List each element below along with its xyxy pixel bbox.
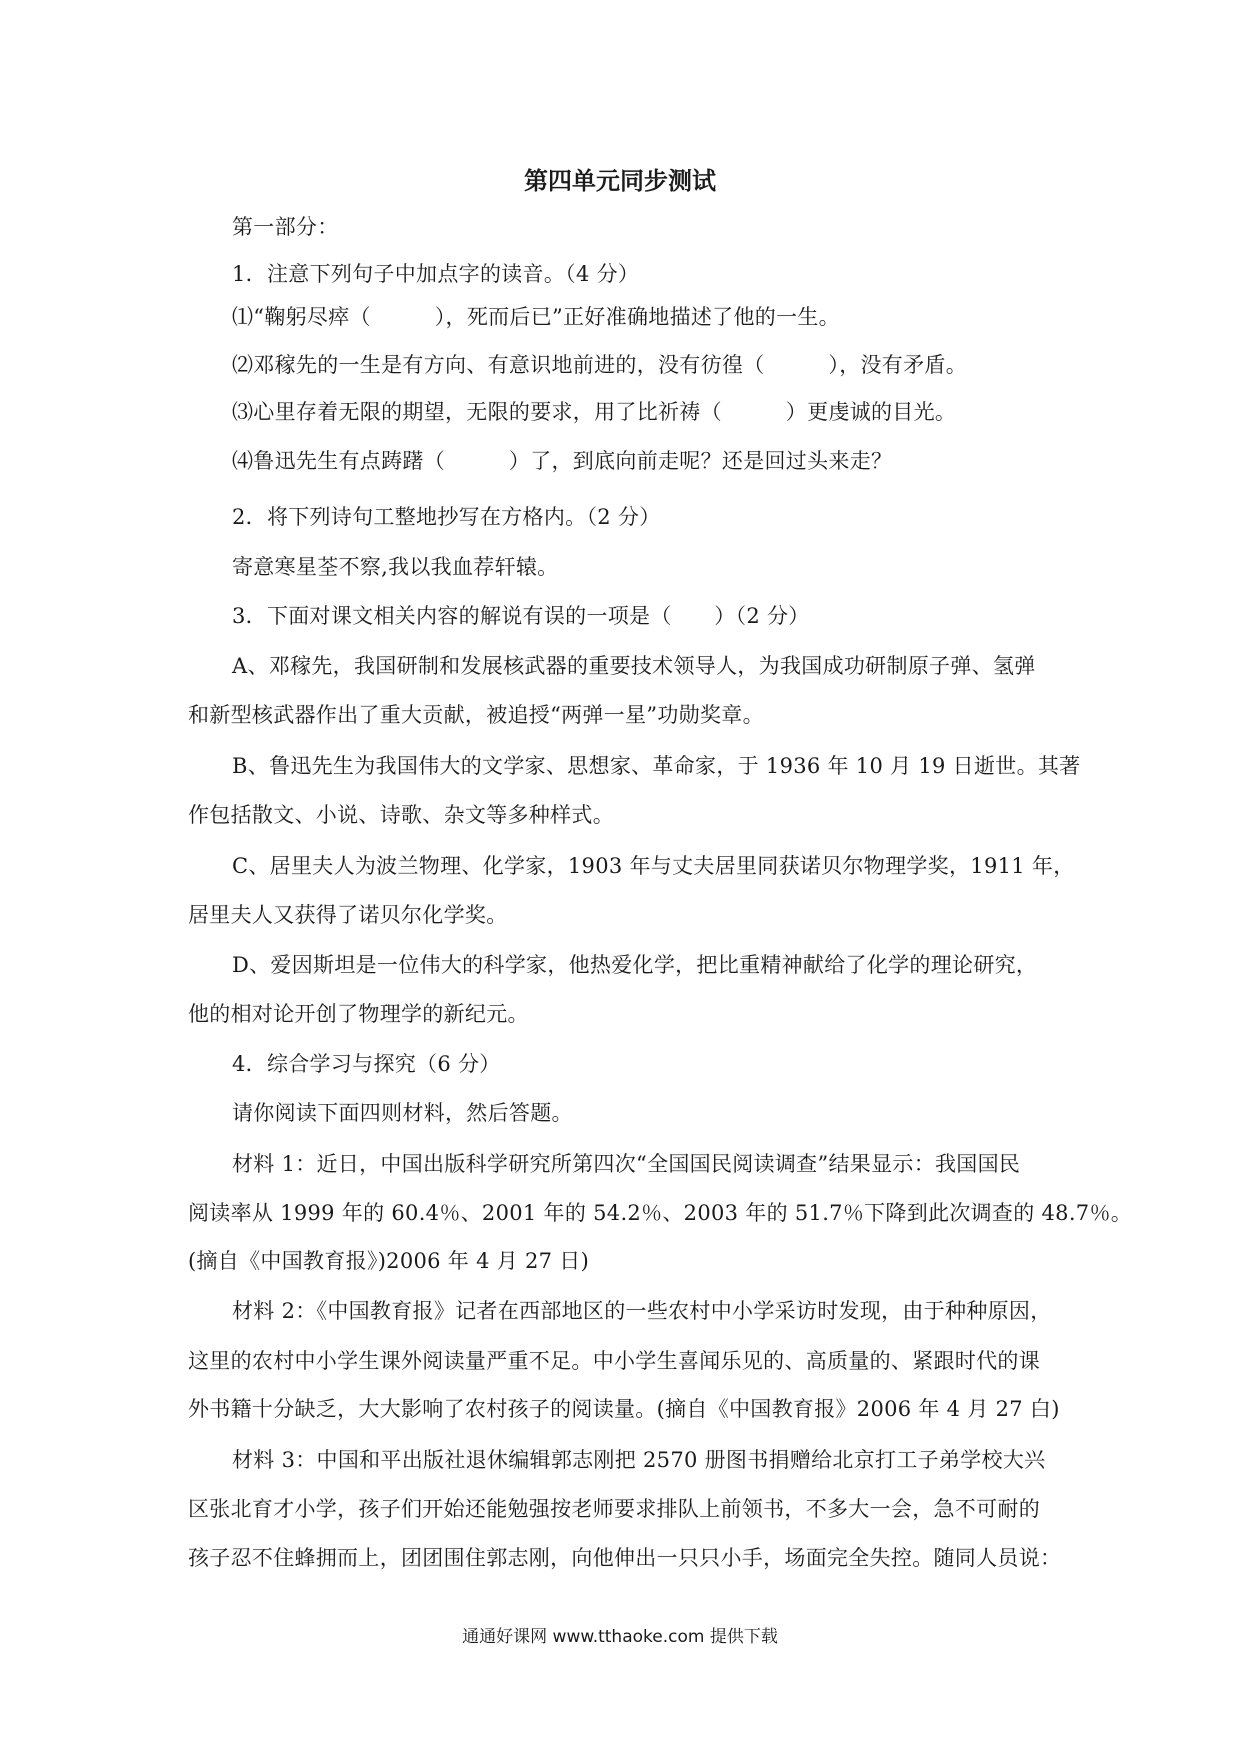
q3-option-c-line2: 居里夫人又获得了诺贝尔化学奖。 — [188, 903, 508, 927]
q3-option-d-line2: 他的相对论开创了物理学的新纪元。 — [188, 1002, 529, 1026]
q3-option-b-line1: B、鲁迅先生为我国伟大的文学家、思想家、革命家，于 1936 年 10 月 19 日逝世。其著 — [232, 754, 1081, 778]
q3-option-c-line1: C、居里夫人为波兰物理、化学家，1903 年与丈夫居里同获诺贝尔物理学奖，1911 年， — [232, 854, 1075, 878]
q4-heading: 4．综合学习与探究（6 分） — [232, 1052, 501, 1076]
q1-item-3: ⑶心里存着无限的期望，无限的要求，用了比祈祷（ ）更虔诚的目光。 — [232, 400, 957, 424]
material-2-line3: 外书籍十分缺乏，大大影响了农村孩子的阅读量。(摘自《中国教育报》2006 年 4 月 27 白) — [188, 1397, 1060, 1421]
material-2-line1: 材料 2：《中国教育报》记者在西部地区的一些农村中小学采访时发现，由于种种原因， — [232, 1299, 1052, 1323]
q3-heading: 3．下面对课文相关内容的解说有误的一项是（ ）（2 分） — [232, 604, 810, 628]
q1-item-2: ⑵邓稼先的一生是有方向、有意识地前进的，没有彷徨（ ），没有矛盾。 — [232, 353, 967, 377]
material-1-line1: 材料 1：近日，中国出版科学研究所第四次“全国国民阅读调查”结果显示：我国国民 — [232, 1152, 1021, 1176]
page-footer: 通通好课网 www.tthaoke.com 提供下载 — [462, 1627, 778, 1647]
q1-item-4: ⑷鲁迅先生有点踌躇（ ）了，到底向前走呢？还是回过头来走？ — [232, 449, 893, 473]
material-3-line1: 材料 3：中国和平出版社退休编辑郭志刚把 2570 册图书捐赠给北京打工子弟学校大兴 — [232, 1448, 1046, 1472]
q1-item-1: ⑴“鞠躬尽瘁（ ），死而后已”正好准确地描述了他的一生。 — [232, 305, 840, 329]
material-3-line2: 区张北育才小学，孩子们开始还能勉强按老师要求排队上前领书，不多大一会，急不可耐的 — [188, 1497, 1040, 1521]
q3-option-d-line1: D、爱因斯坦是一位伟大的科学家，他热爱化学，把比重精神献给了化学的理论研究， — [232, 953, 1038, 977]
q3-option-b-line2: 作包括散文、小说、诗歌、杂文等多种样式。 — [188, 803, 614, 827]
q3-option-a-line1: A、邓稼先，我国研制和发展核武器的重要技术领导人，为我国成功研制原子弹、氢弹 — [232, 654, 1036, 678]
material-3-line3: 孩子忍不住蜂拥而上，团团围住郭志刚，向他伸出一只只小手，场面完全失控。随同人员说： — [188, 1546, 1062, 1570]
page-title: 第四单元同步测试 — [524, 167, 716, 195]
material-1-line3: (摘自《中国教育报》)2006 年 4 月 27 日) — [188, 1249, 590, 1273]
material-2-line2: 这里的农村中小学生课外阅读量严重不足。中小学生喜闻乐见的、高质量的、紧跟时代的课 — [188, 1349, 1040, 1373]
q2-poem: 寄意寒星荃不察,我以我血荐轩辕。 — [232, 555, 559, 579]
q4-intro: 请你阅读下面四则材料，然后答题。 — [232, 1101, 573, 1125]
section-label: 第一部分： — [232, 215, 339, 239]
q1-heading: 1．注意下列句子中加点字的读音。（4 分） — [232, 262, 640, 286]
material-1-line2: 阅读率从 1999 年的 60.4％、2001 年的 54.2％、2003 年的 51.7％下降到此次调查的 48.7％。 — [188, 1201, 1133, 1225]
q2-heading: 2．将下列诗句工整地抄写在方格内。（2 分） — [232, 505, 661, 529]
q3-option-a-line2: 和新型核武器作出了重大贡献，被追授“两弹一星”功勋奖章。 — [188, 703, 764, 727]
